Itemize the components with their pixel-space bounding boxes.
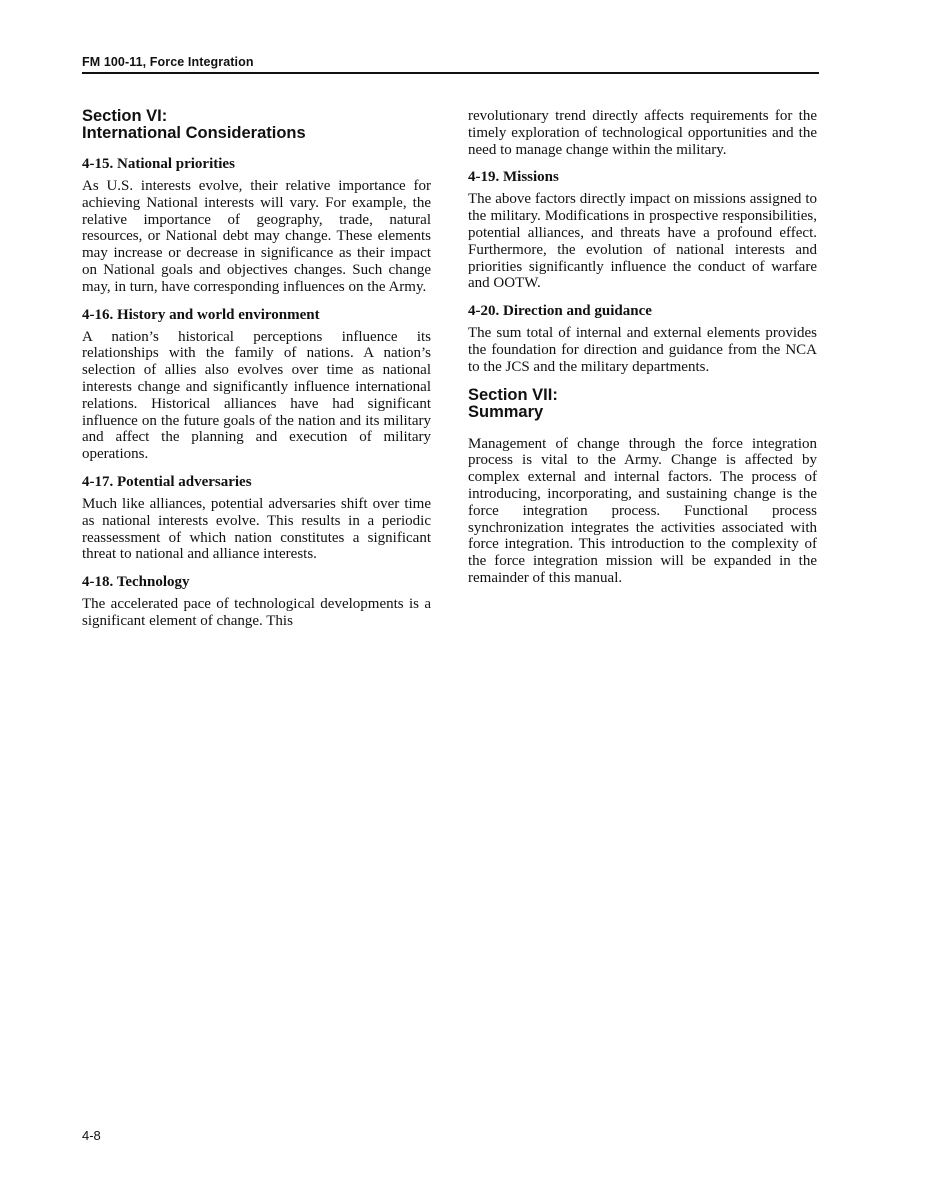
running-head: FM 100-11, Force Integration — [82, 55, 254, 69]
section-vii-title: Summary — [468, 402, 544, 421]
paragraph-4-18: The accelerated pace of technological developments is a significant element of change. This — [82, 596, 431, 629]
paragraph-4-19: The above factors directly impact on missions assigned to the military. Modifications in prospective responsibilities, potential alliances, and threats have a profound effect. Furthermore, the evolution of national interests and priorities significantly influence the conduct of warfare and OOTW. — [468, 191, 817, 292]
heading-4-16: 4-16. History and world environment — [82, 306, 320, 323]
paragraph-4-20: The sum total of internal and external elements provides the foundation for direction and guidance from the NCA to the JCS and the military departments. — [468, 325, 817, 375]
section-vi-label: Section VI: — [82, 107, 168, 125]
section-vi-title: International Considerations — [82, 124, 306, 142]
heading-4-19: 4-19. Missions — [468, 169, 559, 186]
paragraph-4-18-continued: revolutionary trend directly affects requirements for the timely exploration of technological opportunities and the need to manage change within the military. — [468, 108, 817, 158]
summary-paragraph: Management of change through the force integration process is vital to the Army. Change is affected by complex external and internal factors. The process of introducing, incorporating, and sustaining change is the force integration process. Functional process synchronization integrates the activities associated with force integration. This introduction to the complexity of the force integration mission will be expanded in the remainder of this manual. — [468, 435, 817, 586]
heading-4-18: 4-18. Technology — [82, 574, 190, 591]
paragraph-4-17: Much like alliances, potential adversaries shift over time as national interests evolve. This results in a periodic reassessment of which nation constitutes a significant threat to national and alliance interests. — [82, 495, 431, 563]
section-vii-label: Section VII: — [468, 385, 558, 404]
section-vii-heading — [468, 387, 817, 421]
left-column — [82, 108, 431, 641]
right-column — [468, 108, 817, 598]
paragraph-4-16: A nation’s historical perceptions influence its relationships with the family of nations. A nation’s selection of allies also evolves over time as national interests change and significantly influence international relations. Historical alliances have had significant influence on the future goals of the nation and its military and affect the planning and execution of military operations. — [82, 328, 431, 463]
section-vi-heading — [82, 108, 431, 142]
page-number: 4-8 — [82, 1128, 101, 1143]
paragraph-4-15: As U.S. interests evolve, their relative importance for achieving National interests will vary. For example, the relative importance of geography, trade, natural resources, or National debt may change. These elements may increase or decrease in significance as their impact on National goals and objectives changes. Such change may, in turn, have corresponding influences on the Army. — [82, 178, 431, 295]
heading-4-20: 4-20. Direction and guidance — [468, 303, 652, 320]
heading-4-17: 4-17. Potential adversaries — [82, 473, 252, 490]
heading-4-15: 4-15. National priorities — [82, 156, 235, 172]
header-rule — [82, 72, 819, 74]
